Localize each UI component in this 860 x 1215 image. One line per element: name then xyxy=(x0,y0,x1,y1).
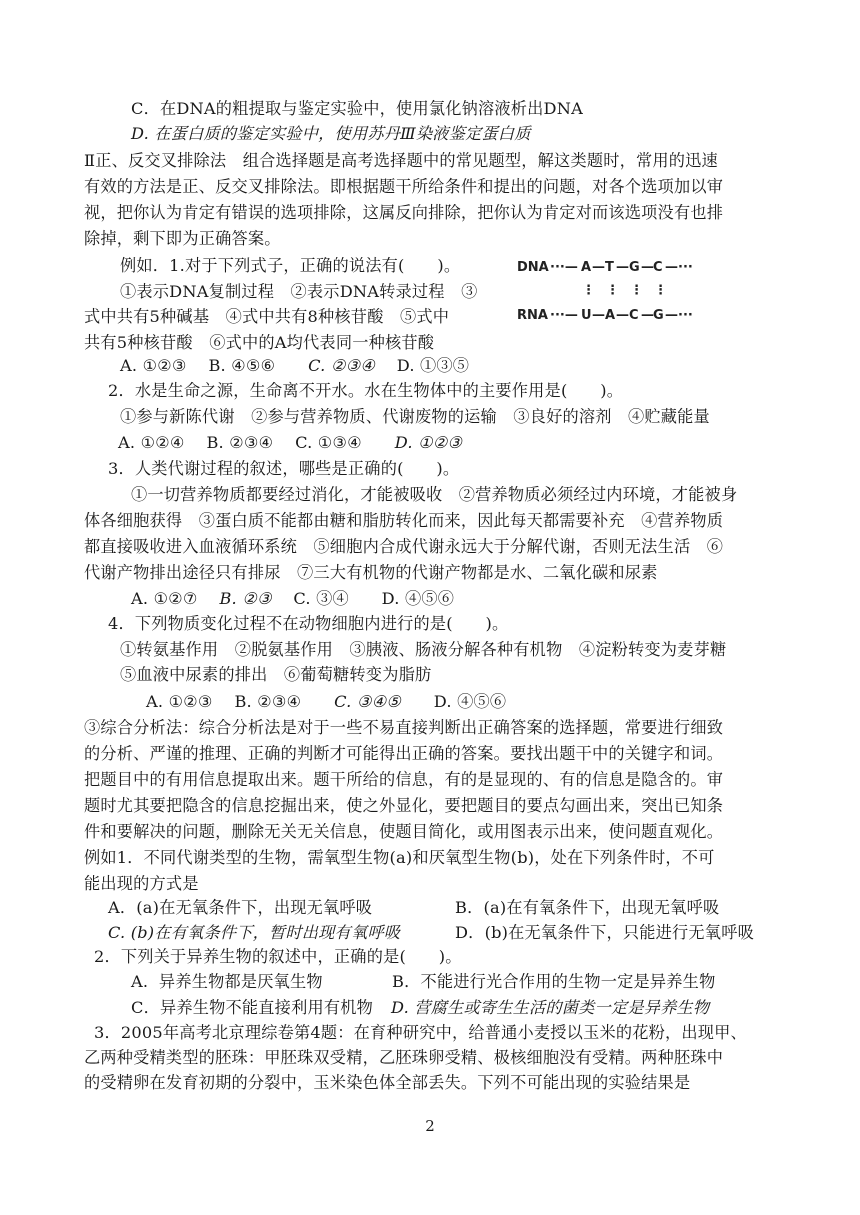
text-line: ①一切营养物质都要经过消化，才能被吸收 ②营养物质必须经过内环境，才能被身 xyxy=(131,485,738,504)
answer-option-a: A. 异养生物都是厌氧生物 xyxy=(131,972,323,991)
dna-strand-label: DNA xyxy=(517,260,549,275)
correct-option: C. ②③④ xyxy=(308,356,375,375)
text-line: D. 在蛋白质的鉴定实验中，使用苏丹Ⅲ染液鉴定蛋白质 xyxy=(131,124,531,143)
dna-rna-figure xyxy=(517,258,727,328)
text-line: 除掉，剩下即为正确答案。 xyxy=(84,229,281,248)
answer-options: A. ①②④ B. ②③④ C. ①③④ D. ①②③ xyxy=(118,433,463,452)
rna-strand-label: RNA xyxy=(517,308,548,323)
answer-options: A. ①②⑦ B. ②③ C. ③④ D. ④⑤⑥ xyxy=(131,589,455,608)
pair-dots: ⋮ xyxy=(630,283,643,298)
answer-option-a: A．(a)在无氧条件下，出现无氧呼吸 xyxy=(108,898,373,917)
section-heading-line: ③综合分析法：综合分析法是对于一些不易直接判断出正确答案的选择题，常要进行细致 xyxy=(84,718,724,737)
answer-option-c: C．异养生物不能直接利用有机物 xyxy=(131,998,374,1017)
strand-line: —··· xyxy=(665,308,693,323)
text-line: 体各细胞获得 ③蛋白质不能都由糖和脂肪转化而来，因此每天都需要补充 ④营养物质 xyxy=(84,511,724,530)
text-line: 的分析、严谨的推理、正确的判断才可能得出正确的答案。要找出题干中的关键字和词。 xyxy=(84,744,724,763)
section-heading-line: Ⅱ正、反交叉排除法 组合选择题是高考选择题中的常见题型，解这类题时，常用的迅速 xyxy=(84,151,718,170)
text-line: 能出现的方式是 xyxy=(84,874,199,893)
base-label: U xyxy=(581,308,592,323)
correct-option: C. (b)在有氧条件下，暂时出现有氧呼吸 xyxy=(108,923,401,942)
correct-option: D. 营腐生或寄生生活的菌类一定是异养生物 xyxy=(391,998,710,1017)
base-label: G xyxy=(629,260,640,275)
strand-line: ···— xyxy=(550,260,578,275)
question-stem: 例如1．不同代谢类型的生物，需氧型生物(a)和厌氧型生物(b)，处在下列条件时，不可 xyxy=(84,848,715,867)
strand-line: ···— xyxy=(550,308,578,323)
strand-line: — xyxy=(592,260,605,275)
text-line: 代谢产物排出途径只有排尿 ⑦三大有机物的代谢产物都是水、二氧化碳和尿素 xyxy=(84,563,658,582)
text-line: 都直接吸收进入血液循环系统 ⑤细胞内合成代谢永远大于分解代谢，否则无法生活 ⑥ xyxy=(84,537,724,556)
text-line: ①表示DNA复制过程 ②表示DNA转录过程 ③ xyxy=(120,282,478,301)
text-line: 题时尤其要把隐含的信息挖掘出来，使之外显化，要把题目的要点勾画出来，突出已知条 xyxy=(84,796,724,815)
base-label: A xyxy=(605,308,616,323)
base-label: C xyxy=(653,260,663,275)
text-line: C．在DNA的粗提取与鉴定实验中，使用氯化钠溶液析出DNA xyxy=(131,99,583,118)
text-line: ①转氨基作用 ②脱氨基作用 ③胰液、肠液分解各种有机物 ④淀粉转变为麦芽糖 xyxy=(120,640,727,659)
text-line: ①参与新陈代谢 ②参与营养物质、代谢废物的运输 ③良好的溶剂 ④贮藏能量 xyxy=(120,407,710,426)
page-number: 2 xyxy=(425,1117,435,1135)
text-line: ⑤血液中尿素的排出 ⑥葡萄糖转变为脂肪 xyxy=(120,665,432,684)
strand-line: — xyxy=(592,308,605,323)
strand-line: — xyxy=(641,308,654,323)
strand-line: —··· xyxy=(665,260,693,275)
correct-option: C. ③④⑤ xyxy=(334,692,401,711)
text-line: 有效的方法是正、反交叉排除法。即根据题干所给条件和提出的问题，对各个选项加以审 xyxy=(84,177,724,196)
answer-options: A. ①②③ B. ②③④ C. ③④⑤ D. ④⑤⑥ xyxy=(146,692,507,711)
question-stem: 2．水是生命之源，生命离不开水。水在生物体中的主要作用是( )。 xyxy=(108,381,624,400)
text-line: 式中共有5种碱基 ④式中共有8种核苷酸 ⑤式中 xyxy=(84,307,450,326)
pair-dots: ⋮ xyxy=(606,283,619,298)
text-line: 把题目中的有用信息提取出来。题干所给的信息，有的是显现的、有的信息是隐含的。审 xyxy=(84,770,724,789)
question-stem: 2．下列关于异养生物的叙述中，正确的是( )。 xyxy=(94,947,462,966)
text-line: 件和要解决的问题，删除无关无关信息，使题目简化，或用图表示出来，使问题直观化。 xyxy=(84,822,724,841)
correct-option: D. ①②③ xyxy=(394,433,463,452)
base-label: G xyxy=(653,308,664,323)
strand-line: — xyxy=(616,308,629,323)
base-label: A xyxy=(581,260,592,275)
text-line: 的受精卵在发育初期的分裂中，玉米染色体全部丢失。下列不可能出现的实验结果是 xyxy=(84,1073,691,1092)
question-stem: 3．人类代谢过程的叙述，哪些是正确的( )。 xyxy=(108,459,460,478)
base-label: T xyxy=(605,260,614,275)
text-line: 视，把你认为肯定有错误的选项排除，这属反向排除，把你认为肯定对而该选项没有也排 xyxy=(84,203,724,222)
pair-dots: ⋮ xyxy=(654,283,667,298)
question-stem: 3．2005年高考北京理综卷第4题：在育种研究中，给普通小麦授以玉米的花粉，出现甲、 xyxy=(94,1023,747,1042)
base-label: C xyxy=(629,308,639,323)
answer-options: A. ①②③ B. ④⑤⑥ C. ②③④ D. ①③⑤ xyxy=(120,356,470,375)
question-stem: 例如．1.对于下列式子，正确的说法有( )。 xyxy=(120,256,461,275)
strand-line: — xyxy=(641,260,654,275)
strand-line: — xyxy=(616,260,629,275)
pair-dots: ⋮ xyxy=(582,283,595,298)
answer-option-b: B．(a)在有氧条件下，出现无氧呼吸 xyxy=(455,898,720,917)
question-stem: 4．下列物质变化过程不在动物细胞内进行的是( )。 xyxy=(108,614,509,633)
answer-option-d: D．(b)在无氧条件下，只能进行无氧呼吸 xyxy=(455,923,754,942)
text-line: 共有5种核苷酸 ⑥式中的A均代表同一种核苷酸 xyxy=(84,333,435,352)
answer-option-b: B．不能进行光合作用的生物一定是异养生物 xyxy=(392,972,716,991)
correct-option: B. ②③ xyxy=(219,589,272,608)
text-line: 乙两种受精类型的胚珠：甲胚珠双受精，乙胚珠卵受精、极核细胞没有受精。两种胚珠中 xyxy=(84,1048,724,1067)
